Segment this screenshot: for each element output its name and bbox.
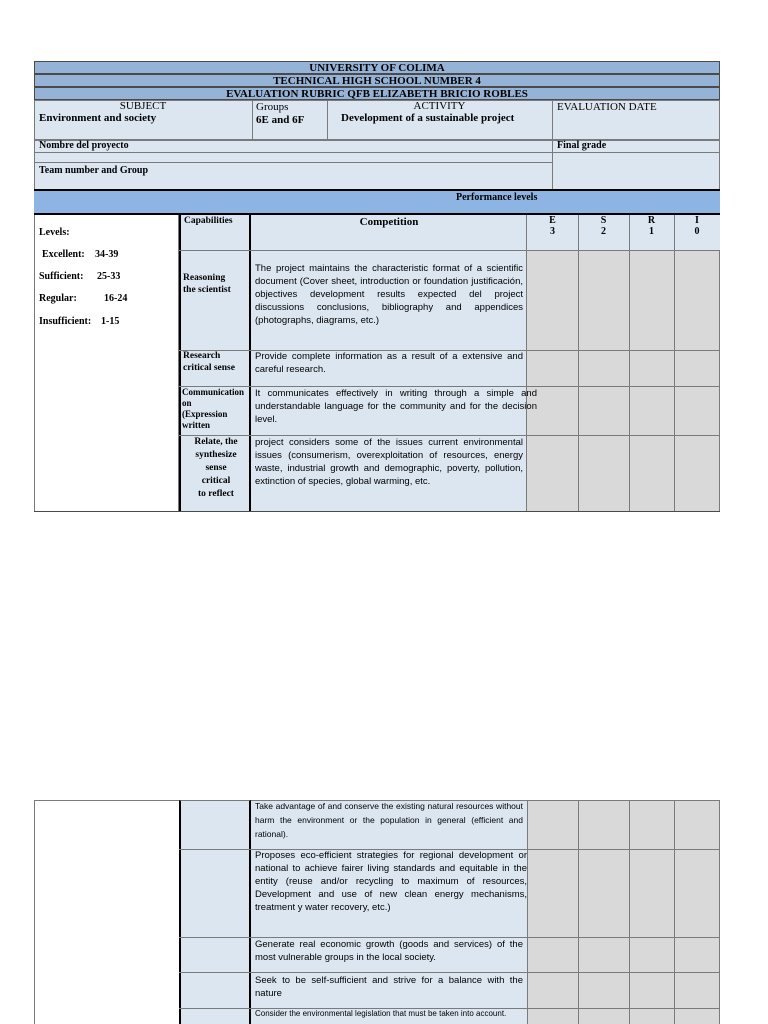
capability-relate: Relate, the synthesize sense critical to reflect bbox=[194, 437, 238, 499]
team-label: Team number and Group bbox=[39, 165, 149, 176]
school-title: TECHNICAL HIGH SCHOOL NUMBER 4 bbox=[34, 74, 720, 87]
levels-title: Levels: bbox=[39, 227, 70, 238]
groups-value: 6E and 6F bbox=[256, 114, 305, 126]
capability-communication: Communication on (Expression written bbox=[182, 387, 245, 430]
level-i-letter: I bbox=[695, 215, 699, 226]
level-e-letter: E bbox=[549, 215, 556, 226]
competition-text-1: The project maintains the characteristic format of a scientific document (Cover sheet, introduction or foundation justificación, objectives development results expected del project discussions conclusions, bibliography and appendices (photographs, diagrams, etc.) bbox=[255, 263, 523, 326]
competition-text-2: Provide complete information as a result of a extensive and careful research. bbox=[255, 351, 523, 375]
performance-levels-label: Performance levels bbox=[456, 192, 538, 203]
level-excellent-name: Excellent: bbox=[42, 249, 85, 260]
level-insufficient-name: Insufficient: bbox=[39, 316, 92, 327]
competition-text-7: Generate real economic growth (goods and services) of the most vulnerable groups in the local society. bbox=[255, 939, 523, 963]
capability-research: Research critical sense bbox=[183, 351, 235, 373]
capability-reasoning: Reasoning the scientist bbox=[183, 273, 231, 295]
final-grade-label: Final grade bbox=[557, 140, 607, 151]
level-sufficient-range: 25-33 bbox=[97, 271, 121, 282]
level-s-letter: S bbox=[600, 215, 607, 226]
level-regular-range: 16-24 bbox=[104, 293, 128, 304]
subject-label: SUBJECT bbox=[119, 100, 167, 112]
level-sufficient-name: Sufficient: bbox=[39, 271, 84, 282]
competition-text-4: project considers some of the issues current environmental issues (consumerism, overexploitation of resources, energy waste, industrial growth and demographic, poverty, pollution, extinction of species, global warming, etc. bbox=[255, 437, 523, 487]
level-r-points: 1 bbox=[649, 226, 654, 237]
capabilities-header: Capabilities bbox=[184, 216, 233, 226]
activity-label: ACTIVITY bbox=[413, 100, 466, 112]
competition-text-8: Seek to be self-sufficient and strive for a balance with the nature bbox=[255, 975, 523, 999]
performance-band bbox=[34, 191, 720, 214]
score-columns bbox=[527, 215, 720, 512]
level-e-points: 3 bbox=[550, 226, 555, 237]
evaluation-date-label: EVALUATION DATE bbox=[557, 101, 657, 113]
level-r-letter: R bbox=[647, 215, 656, 226]
competition-text-9: Consider the environmental legislation that must be taken into account. bbox=[255, 1009, 507, 1018]
subject-value: Environment and society bbox=[39, 112, 157, 124]
competition-text-3: It communicates effectively in writing through a simple and understandable language for the community and for the decision level. bbox=[255, 388, 537, 425]
activity-value: Development of a sustainable project bbox=[341, 112, 515, 124]
competition-text-5: Take advantage of and conserve the existing natural resources without harm the environment or the population in general (efficient and rational). bbox=[255, 801, 523, 839]
level-i-points: 0 bbox=[694, 226, 700, 237]
level-excellent-range: 34-39 bbox=[95, 249, 119, 260]
project-name-label: Nombre del proyecto bbox=[39, 140, 129, 151]
groups-label: Groups bbox=[256, 101, 289, 113]
level-insufficient-range: 1-15 bbox=[101, 316, 120, 327]
competition-text-6: Proposes eco-efficient strategies for regional development or national to achieve fairer living standards and equitable in the entity (reuse and/or recycling to maximum of resources, Development and use of new clean energy mechanisms, treatment y water recovery, etc.) bbox=[255, 850, 527, 913]
competition-header: Competition bbox=[359, 216, 419, 228]
rubric-title: EVALUATION RUBRIC QFB ELIZABETH BRICIO ROBLES bbox=[34, 87, 720, 100]
university-title: UNIVERSITY OF COLIMA bbox=[34, 61, 720, 74]
level-s-points: 2 bbox=[601, 226, 606, 237]
level-regular-name: Regular: bbox=[39, 293, 77, 304]
